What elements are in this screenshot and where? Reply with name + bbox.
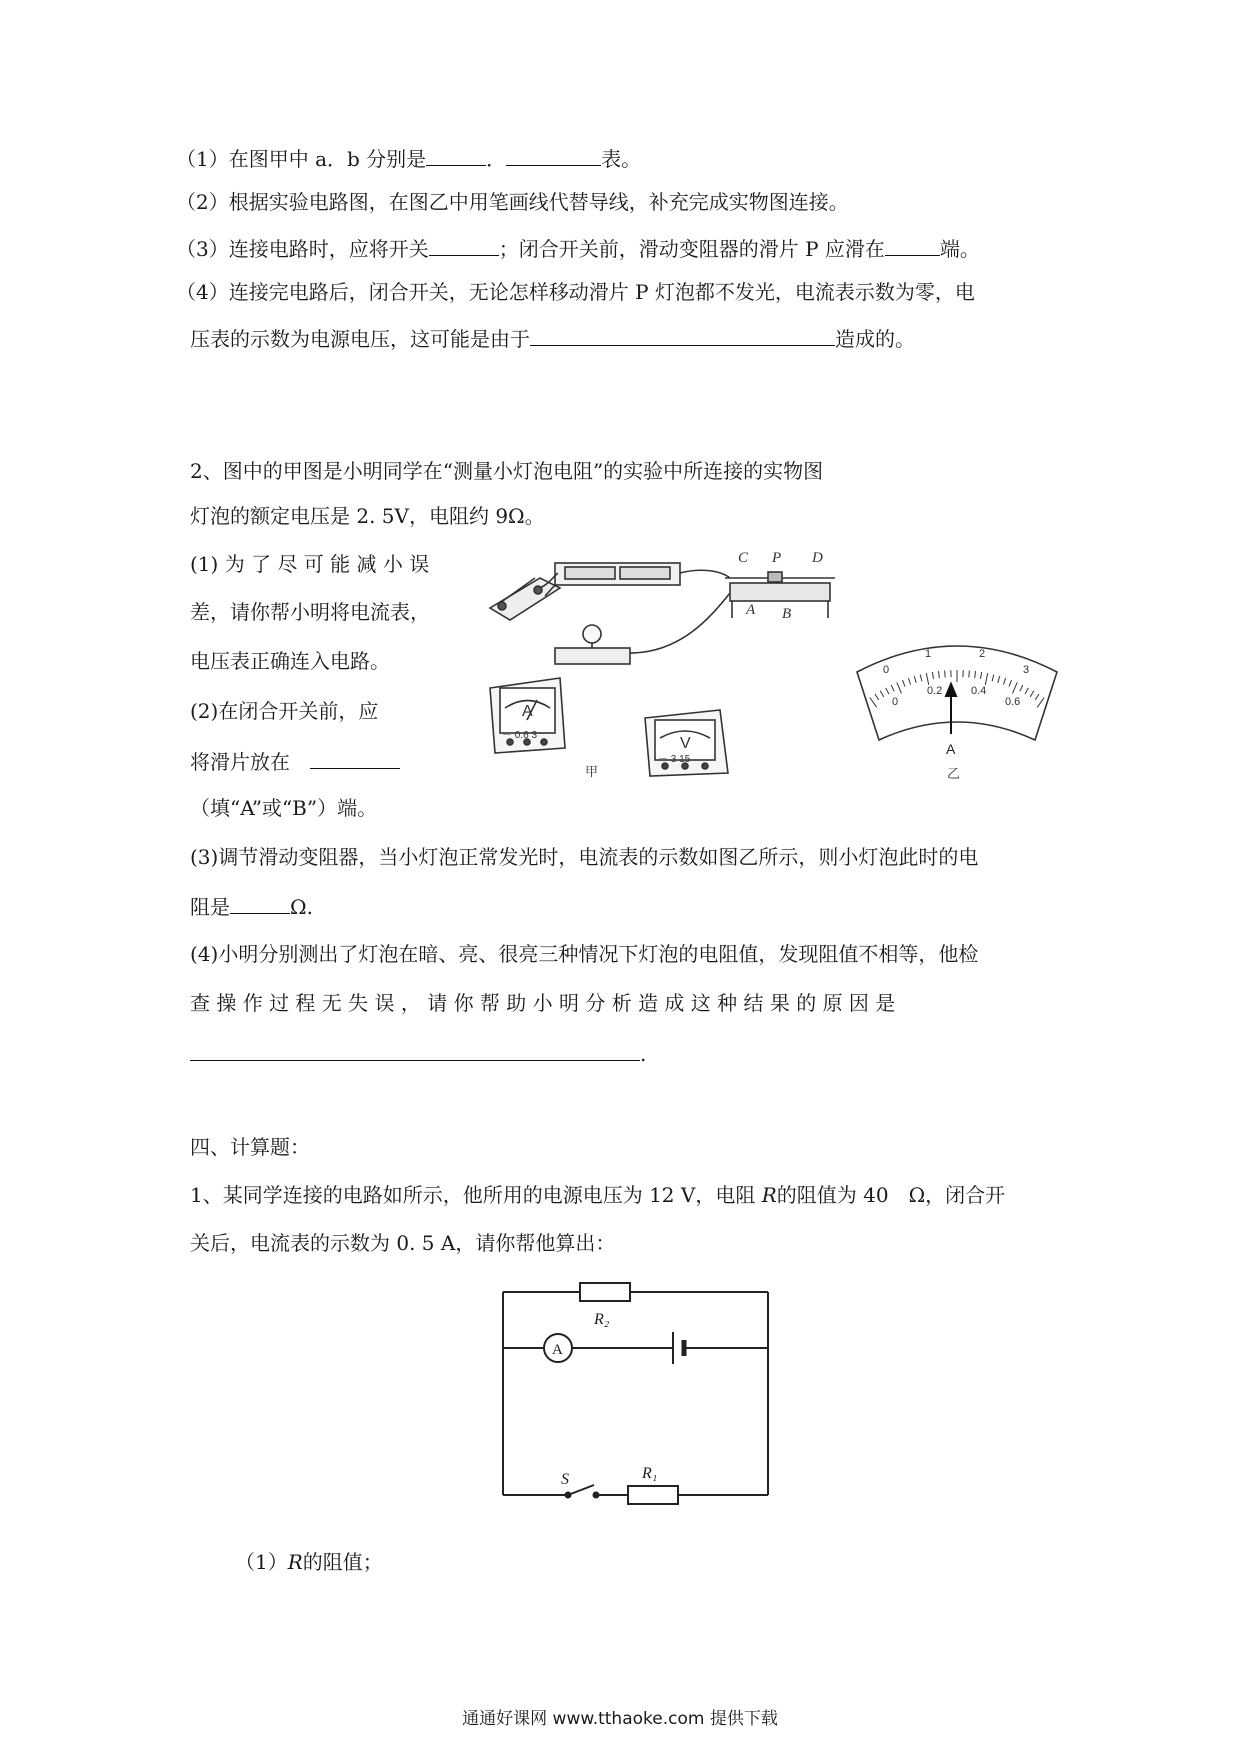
answer-blank[interactable]: [530, 323, 835, 346]
dial-top-1: 1: [925, 648, 932, 660]
q2-s2-line1: (2)在闭合开关前，应: [190, 699, 379, 723]
rheostat-label-p: P: [772, 550, 782, 566]
q2-s2-line2: [190, 746, 400, 776]
voltmeter-terminals: － 3 15: [658, 754, 691, 765]
answer-blank[interactable]: [885, 233, 940, 256]
q1-part3-mid: ；闭合开关前，滑动变阻器的滑片 P 应滑在: [498, 237, 885, 261]
q1-part1: [176, 143, 641, 173]
q2-s1-line2: 差，请你帮小明将电流表，: [190, 600, 430, 624]
ammeter-letter: A: [522, 703, 533, 720]
dial-tick: [969, 671, 970, 678]
label-ammeter: A: [552, 1342, 563, 1358]
q1-part4-line2: [190, 323, 915, 353]
section4-heading: 四、计算题：: [190, 1135, 310, 1159]
dial-tick: [945, 671, 946, 678]
answer-blank[interactable]: [310, 746, 400, 769]
answer-blank[interactable]: [506, 143, 601, 166]
q1-part1-sep: ．: [486, 147, 507, 171]
q1-part3-text: （3）连接电路时，应将开关: [176, 237, 429, 261]
q1-part2: （2）根据实验电路图，在图乙中用笔画线代替导线，补充完成实物图连接。: [176, 190, 849, 214]
label-r2: R₂: [594, 1311, 610, 1328]
section4-sub1-num: （1）: [235, 1550, 288, 1574]
q1-part3: [176, 233, 980, 263]
section4-q1-line2: 关后，电流表的示数为 0. 5 A，请你帮他算出：: [190, 1231, 616, 1255]
q2-s4-line1: (4)小明分别测出了灯泡在暗、亮、很亮三种情况下灯泡的电阻值，发现阻值不相等，他检: [190, 942, 979, 966]
figure-jia-caption: 甲: [585, 764, 599, 778]
label-r1: R₁: [642, 1465, 658, 1482]
q2-s3-line2: [190, 891, 313, 921]
q2-s3-line1: (3)调节滑动变阻器，当小灯泡正常发光时，电流表的示数如图乙所示，则小灯泡此时的电: [190, 845, 979, 869]
answer-blank[interactable]: [230, 891, 290, 914]
q1-part3-end: 端。: [939, 237, 980, 261]
dial-bottom-3: 0.6: [1005, 696, 1021, 708]
resistor-r1-icon: [628, 1486, 678, 1504]
dial-meter-letter: A: [946, 741, 956, 757]
figure-yi-caption: 乙: [947, 766, 961, 781]
rheostat-label-c: C: [738, 550, 749, 566]
voltmeter-letter: V: [680, 735, 691, 752]
switch-symbol-icon: [568, 1485, 594, 1495]
rheostat-label-a: A: [746, 602, 756, 618]
q2-s3-unit: Ω.: [290, 895, 313, 919]
answer-blank[interactable]: [190, 1038, 640, 1061]
section4-sub1: [235, 1548, 383, 1576]
q1-part4-line1: （4）连接完电路后，闭合开关，无论怎样移动滑片 P 灯泡都不发光，电流表示数为零，电: [176, 280, 975, 304]
q2-s2-line3: （填“A”或“B”）端。: [190, 796, 378, 820]
section4-q1-text-end: 的阻值为 40 Ω，闭合开: [776, 1183, 1006, 1207]
dial-bottom-1: 0.2: [927, 685, 943, 697]
rheostat-label-b: B: [782, 606, 792, 622]
answer-blank[interactable]: [426, 143, 486, 166]
q2-intro-line2: 灯泡的额定电压是 2. 5V，电阻约 9Ω。: [190, 504, 545, 528]
section4-q1-text: 1、某同学连接的电路如所示，他所用的电源电压为 12 V，电阻: [190, 1183, 762, 1207]
q1-part1-text: （1）在图甲中 a．b 分别是: [176, 147, 427, 171]
resistance-variable: R: [287, 1550, 303, 1574]
figure-jia: [480, 548, 870, 778]
label-switch: S: [561, 1471, 569, 1488]
q2-s1-line1: (1) 为 了 尽 可 能 减 小 误: [190, 552, 430, 576]
rheostat-label-d: D: [812, 550, 823, 566]
circuit-diagram: [498, 1280, 778, 1515]
ammeter-terminals: － 0.6 3: [502, 730, 538, 741]
resistance-variable: R: [761, 1183, 777, 1207]
q1-part4-end: 造成的。: [835, 327, 915, 351]
figure-yi: [855, 632, 1060, 782]
q2-s3-text: 阻是: [190, 895, 230, 919]
section4-q1-line1: [190, 1181, 1005, 1209]
dial-top-0: 0: [883, 664, 890, 676]
dial-top-3: 3: [1023, 664, 1030, 676]
switch-icon: [490, 578, 560, 620]
q2-s1-line3: 电压表正确连入电路。: [190, 649, 390, 673]
rheostat-icon: [725, 572, 835, 618]
dial-bottom-0: 0: [892, 696, 899, 708]
q2-s4-end: .: [640, 1042, 647, 1066]
q2-s4-line3: [190, 1038, 646, 1068]
answer-blank[interactable]: [429, 233, 499, 256]
section4-sub1-text: 的阻值；: [302, 1550, 383, 1574]
dial-bottom-2: 0.4: [971, 685, 987, 697]
bulb-icon: [555, 625, 630, 664]
resistor-r2-icon: [580, 1283, 630, 1301]
q2-s2-text: 将滑片放在: [190, 750, 290, 774]
q2-intro-line1: 2、图中的甲图是小明同学在“测量小灯泡电阻”的实验中所连接的实物图: [190, 459, 824, 483]
q2-s4-line2: 查 操 作 过 程 无 失 误 ， 请 你 帮 助 小 明 分 析 造 成 这 种 结 果 的 原 因 是: [190, 991, 896, 1015]
dial-top-2: 2: [979, 648, 986, 660]
q1-part4-text: 压表的示数为电源电压，这可能是由于: [190, 327, 530, 351]
battery-box-icon: [545, 563, 680, 596]
page-footer: 通通好课网 www.tthaoke.com 提供下载: [462, 1709, 778, 1729]
q1-part1-end: 表。: [601, 147, 642, 171]
